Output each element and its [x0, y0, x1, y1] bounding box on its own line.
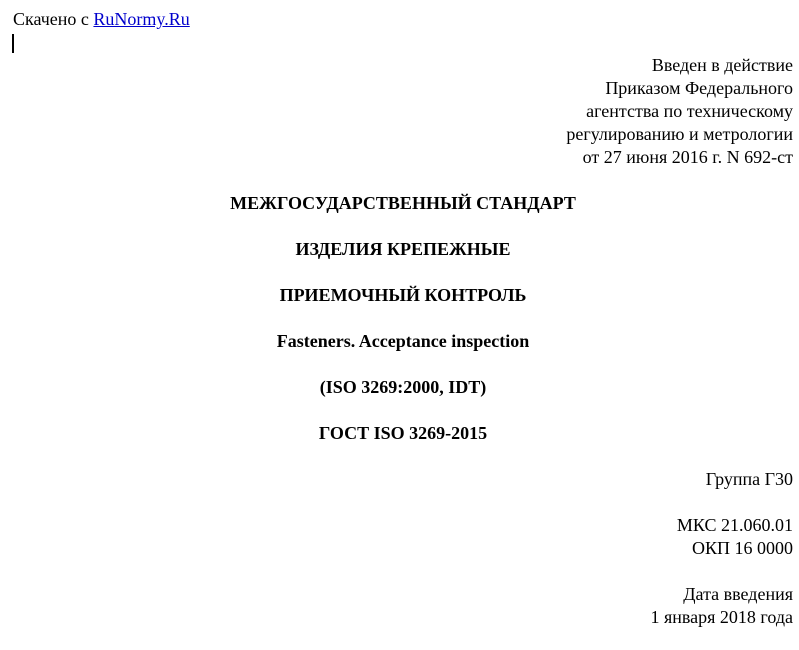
source-line [13, 8, 190, 31]
group-code: Группа Г30 [705, 469, 793, 489]
group-block [706, 468, 793, 491]
title-line-2: ПРИЕМОЧНЫЙ КОНТРОЛЬ [279, 285, 527, 305]
title-english: Fasteners. Acceptance inspection [276, 331, 530, 351]
title-line-1: ИЗДЕЛИЯ КРЕПЕЖНЫЕ [295, 239, 511, 259]
okp-code: ОКП 16 0000 [691, 538, 793, 558]
approval-line: Введен в действие [651, 55, 793, 75]
source-link[interactable]: RuNormy.Ru [93, 9, 190, 29]
approval-line: регулированию и метрологии [566, 124, 793, 144]
effective-date-value: 1 января 2018 года [650, 607, 793, 627]
approval-line: от 27 июня 2016 г. N 692-ст [582, 147, 793, 167]
classification-block [677, 514, 793, 560]
iso-reference: (ISO 3269:2000, IDT) [319, 377, 487, 397]
approval-line: Приказом Федерального [605, 78, 793, 98]
effective-date-block [650, 583, 793, 629]
approval-line: агентства по техническому [586, 101, 793, 121]
standard-designation: ГОСТ ISO 3269-2015 [318, 423, 488, 443]
effective-date-label: Дата введения [683, 584, 793, 604]
source-prefix: Скачено с [13, 9, 89, 29]
approval-block [566, 54, 793, 169]
mks-code: МКС 21.060.01 [676, 515, 793, 535]
standard-type-heading: МЕЖГОСУДАРСТВЕННЫЙ СТАНДАРТ [230, 193, 576, 213]
text-cursor [12, 34, 14, 53]
